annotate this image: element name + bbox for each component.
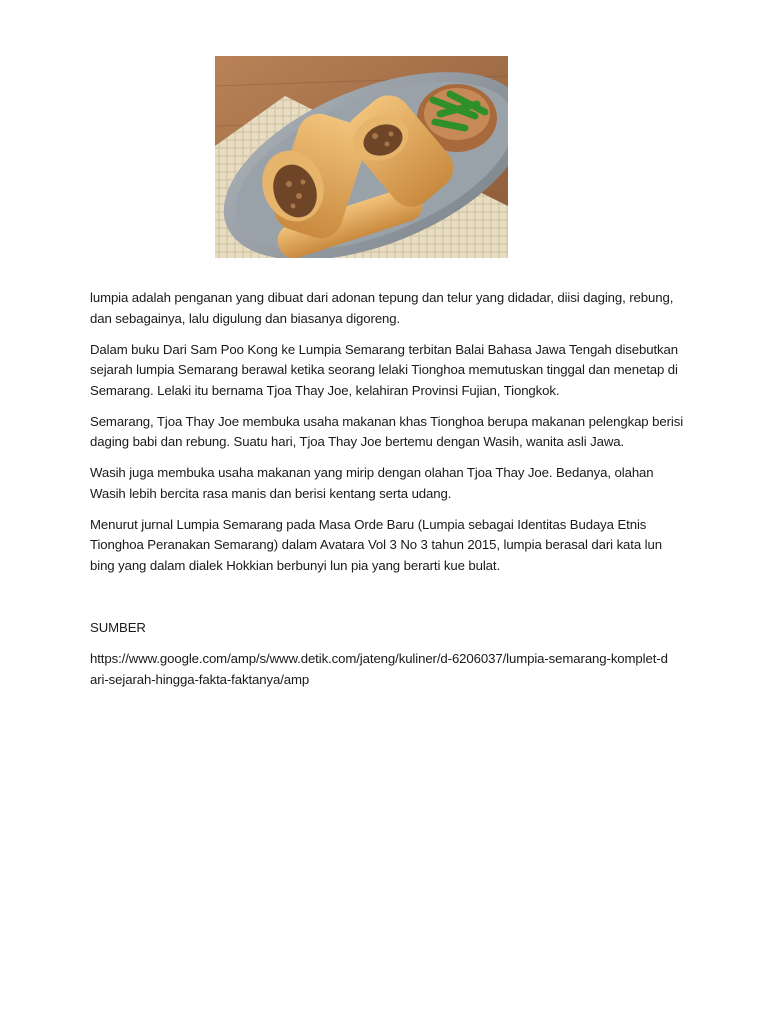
paragraph-definition: lumpia adalah penganan yang dibuat dari adonan tepung dan telur yang didadar, diisi daging, rebung, dan sebagainya, lalu digulung dan biasanya digoreng. <box>90 290 674 326</box>
lumpia-photo-icon <box>215 56 508 258</box>
source-heading: SUMBER <box>90 620 146 635</box>
paragraph-etymology: Menurut jurnal Lumpia Semarang pada Masa Orde Baru (Lumpia sebagai Identitas Budaya Etnis Tionghoa Peranakan Semarang) dalam Avatara Vol 3 No 3 tahun 2015, lumpia berasal dari kata lun bing yang dalam dialek Hokkian berbunyi lun pia yang berarti kue bulat. <box>90 516 662 573</box>
source-link[interactable]: https://www.google.com/amp/s/www.detik.com/jateng/kuliner/d-6206037/lumpia-semarang-komplet-dari-sejarah-hingga-fakta-faktanya/amp <box>90 651 668 687</box>
paragraph-history: Dalam buku Dari Sam Poo Kong ke Lumpia Semarang terbitan Balai Bahasa Jawa Tengah disebutkan sejarah lumpia Semarang berawal ketika seorang lelaki Tionghoa memutuskan tinggal dan menetap di Semarang. Lelaki itu bernama Tjoa Thay Joe, kelahiran Provinsi Fujian, Tiongkok. <box>90 341 679 398</box>
paragraph-business: Semarang, Tjoa Thay Joe membuka usaha makanan khas Tionghoa berupa makanan pelengkap berisi daging babi dan rebung. Suatu hari, Tjoa Thay Joe bertemu dengan Wasih, wanita asli Jawa. <box>90 413 684 449</box>
paragraph-wasih: Wasih juga membuka usaha makanan yang mirip dengan olahan Tjoa Thay Joe. Bedanya, olahan Wasih lebih bercita rasa manis dan berisi kentang serta udang. <box>90 465 654 501</box>
article-body <box>90 288 690 701</box>
lumpia-photo <box>215 56 508 258</box>
